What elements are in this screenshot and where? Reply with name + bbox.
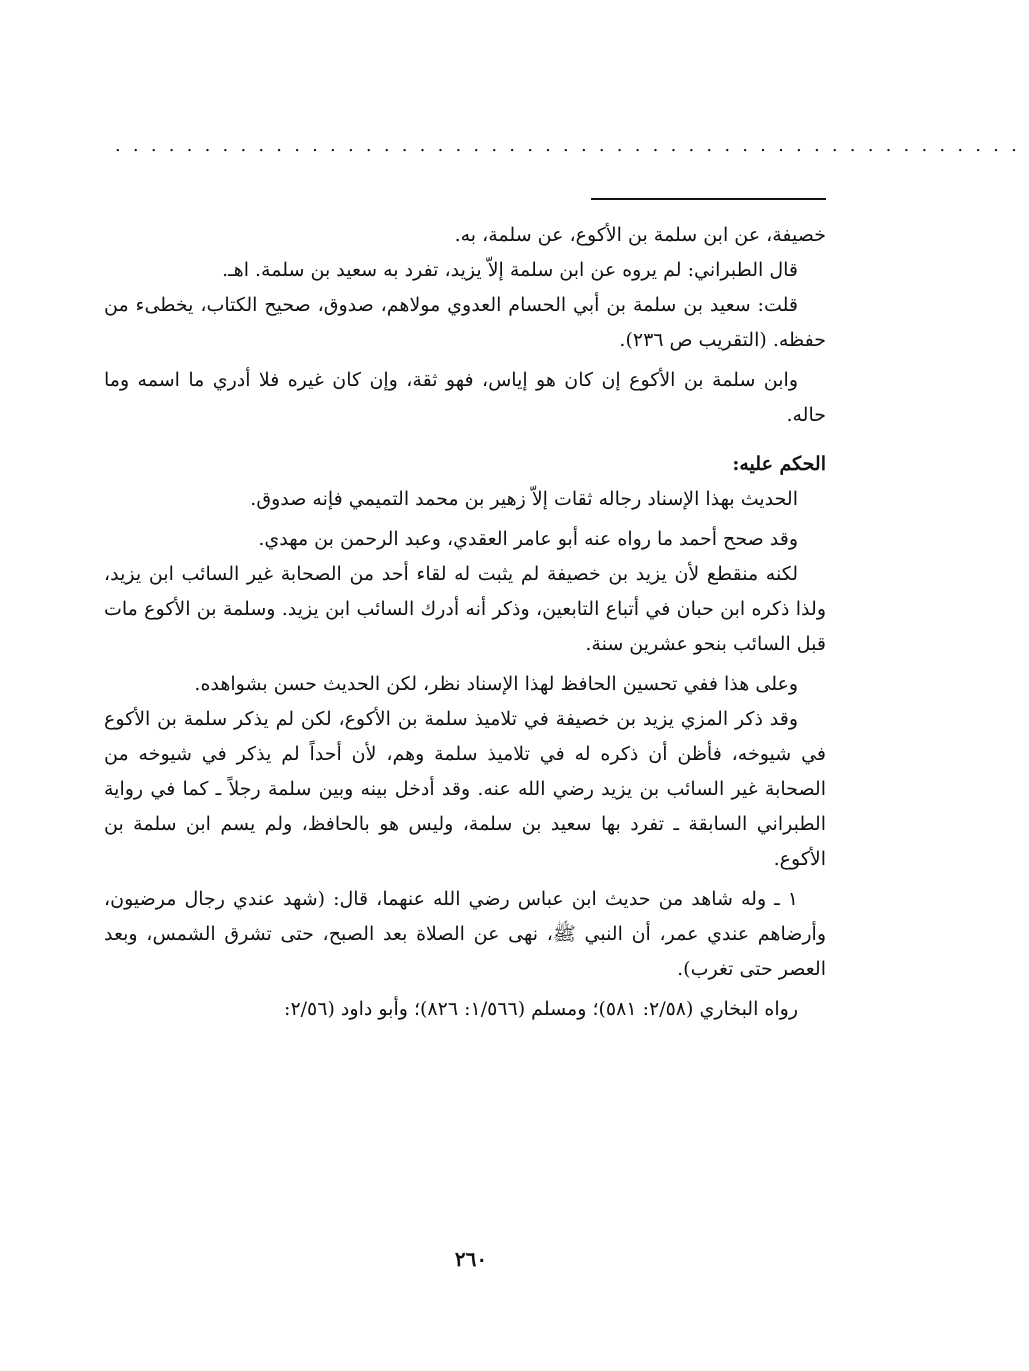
ruling-paragraph-6: ١ ـ وله شاهد من حديث ابن عباس رضي الله عنهما، قال: (شهد عندي رجال مرضيون، وأرضاهم عندي عمر، أن النبي ﷺ، نهى عن الصلاة بعد الصبح، حتى تشرق الشمس، وبعد العصر حتى تغرب). (104, 888, 826, 980)
page-body (104, 218, 826, 1027)
separator-dots: ................................................... (115, 135, 1029, 156)
ruling-paragraph-3: لكنه منقطع لأن يزيد بن خصيفة لم يثبت له لقاء أحد من الصحابة غير السائب ابن يزيد، ولذا ذكره ابن حبان في أتباع التابعين، وذكر أنه أدرك السائب ابن يزيد. وسلمة بن الأكوع مات قبل السائب بنحو عشرين سنة. (104, 563, 826, 655)
ruling-paragraph-7: رواه البخاري (٢/٥٨: ٥٨١)؛ ومسلم (١/٥٦٦: ٨٢٦)؛ وأبو داود (٢/٥٦: (284, 998, 798, 1020)
footnote-paragraph-3: قلت: سعيد بن سلمة بن أبي الحسام العدوي مولاهم، صدوق، صحيح الكتاب، يخطىء من حفظه. (التقريب ص ٢٣٦). (104, 294, 826, 351)
ruling-paragraph-5: وقد ذكر المزي يزيد بن خصيفة في تلاميذ سلمة بن الأكوع، لكن لم يذكر سلمة بن الأكوع في شيوخه، فأظن أن ذكره له في تلاميذ سلمة وهم، لأن أحداً لم يذكر في شيوخه من الصحابة غير السائب بن يزيد رضي الله عنه. وقد أدخل بينه وبين سلمة رجلاً ـ كما في رواية الطبراني السابقة ـ تفرد بها سعيد بن سلمة، وليس هو بالحافظ، ولم يسم ابن سلمة بن الأكوع. (104, 708, 826, 870)
footnote-line-2: قال الطبراني: لم يروه عن ابن سلمة إلاّ يزيد، تفرد به سعيد بن سلمة. اهـ. (222, 259, 798, 281)
page-number: ٢٦٠ (454, 1247, 488, 1271)
footnote-paragraph-4: وابن سلمة بن الأكوع إن كان هو إياس، فهو ثقة، وإن كان غيره فلا أدري ما اسمه وما حاله. (104, 369, 826, 426)
footnote-line-1: خصيفة، عن ابن سلمة بن الأكوع، عن سلمة، به. (454, 224, 826, 246)
ruling-paragraph-2: وقد صحح أحمد ما رواه عنه أبو عامر العقدي، وعبد الرحمن بن مهدي. (258, 528, 798, 550)
footnote-rule (591, 198, 826, 200)
ruling-paragraph-4: وعلى هذا ففي تحسين الحافظ لهذا الإسناد نظر، لكن الحديث حسن بشواهده. (194, 673, 798, 695)
ruling-heading: الحكم عليه: (732, 453, 826, 475)
ruling-paragraph-1: الحديث بهذا الإسناد رجاله ثقات إلاّ زهير بن محمد التميمي فإنه صدوق. (250, 488, 798, 510)
